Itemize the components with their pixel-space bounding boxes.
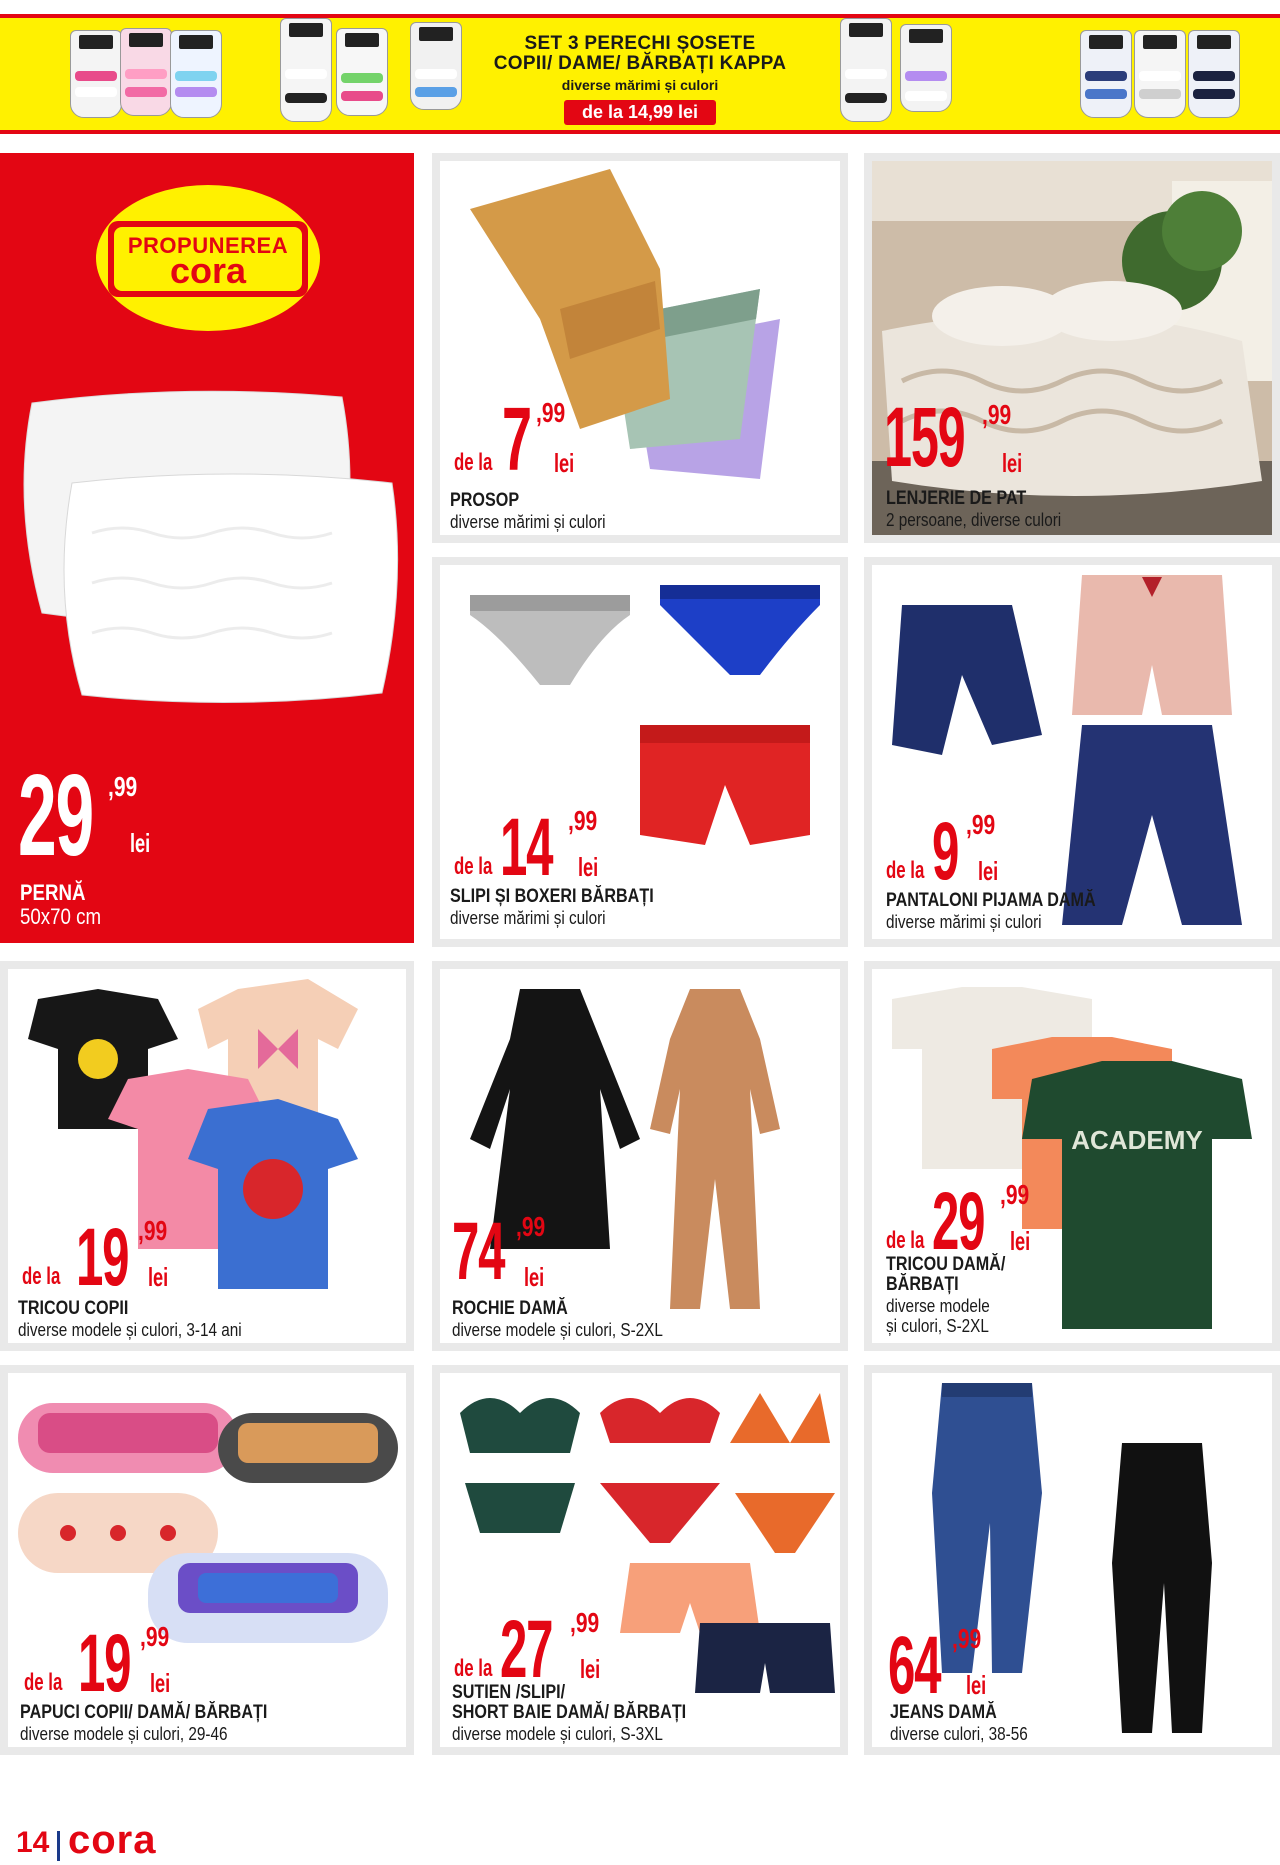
sock-pack-image [336, 28, 388, 116]
page-number: 14 [16, 1826, 50, 1859]
product-name: JEANS DAMĂ [890, 1702, 997, 1723]
product-desc: diverse culori, 38-56 [890, 1724, 1028, 1744]
price-decimals: ,99 [982, 399, 1012, 430]
price-currency: lei [578, 852, 599, 882]
price-perna [18, 750, 238, 880]
product-name: ROCHIE DAMĂ [452, 1298, 568, 1319]
price-decimals: ,99 [108, 771, 138, 802]
price-currency: lei [150, 1668, 171, 1698]
price-prefix: de la [24, 1669, 63, 1696]
price-currency: lei [580, 1654, 601, 1684]
sock-pack-image [1188, 30, 1240, 118]
price-decimals: ,99 [952, 1623, 982, 1654]
price-currency: lei [1010, 1226, 1031, 1256]
product-name: PANTALONI PIJAMA DAMĂ [886, 890, 1096, 911]
banner-title-line2: COPII/ DAME/ BĂRBAȚI KAPPA [493, 53, 787, 74]
sock-pack-image [280, 18, 332, 122]
price-pijama [882, 806, 1062, 897]
price-lenjerie [884, 390, 1084, 484]
banner-subtitle: diverse mărimi și culori [561, 77, 719, 93]
sock-pack-image [120, 28, 172, 116]
product-card-slipi[interactable] [432, 557, 848, 947]
price-currency: lei [1002, 448, 1023, 478]
price-currency: lei [966, 1670, 987, 1700]
price-integer: 29 [18, 750, 94, 880]
price-jeans [888, 1620, 1088, 1711]
price-integer: 19 [78, 1618, 131, 1709]
price-rochie [452, 1206, 652, 1297]
product-desc: diverse mărimi și culori [450, 512, 606, 532]
price-integer: 14 [500, 802, 553, 893]
product-card-lenjerie[interactable] [864, 153, 1280, 543]
product-desc-line1: diverse modele [886, 1296, 990, 1316]
price-tricou-copii [18, 1212, 218, 1303]
product-name: TRICOU COPII [18, 1298, 129, 1319]
product-card-prosop[interactable] [432, 153, 848, 543]
product-name: PROSOP [450, 490, 520, 511]
price-currency: lei [554, 448, 575, 478]
sock-pack-image [1134, 30, 1186, 118]
product-name-line1: SUTIEN /SLIPI/ [452, 1682, 566, 1703]
price-integer: 159 [884, 390, 965, 484]
price-currency: lei [148, 1262, 169, 1292]
price-currency: lei [524, 1262, 545, 1292]
product-card-jeans[interactable] [864, 1365, 1280, 1755]
propunerea-cora-badge [94, 183, 322, 333]
price-prefix: de la [886, 857, 925, 884]
sock-pack-image [410, 22, 462, 110]
product-desc: diverse modele și culori, S-2XL [452, 1320, 663, 1340]
sock-pack-image [170, 30, 222, 118]
product-card-costum-baie[interactable] [432, 1365, 848, 1755]
product-card-perna[interactable] [0, 153, 414, 943]
price-integer: 9 [932, 806, 959, 897]
price-integer: 64 [888, 1620, 941, 1711]
price-prefix: de la [454, 449, 493, 476]
price-slipi [450, 802, 650, 893]
pillows-image [12, 383, 412, 713]
price-decimals: ,99 [138, 1215, 168, 1246]
product-desc: 50x70 cm [20, 904, 102, 929]
product-desc: diverse mărimi și culori [886, 912, 1042, 932]
sock-pack-image [900, 24, 952, 112]
product-name-line1: TRICOU DAMĂ/ [886, 1254, 1006, 1275]
price-decimals: ,99 [570, 1607, 600, 1638]
price-prefix: de la [886, 1227, 925, 1254]
product-name: PAPUCI COPII/ DAMĂ/ BĂRBAȚI [20, 1702, 268, 1723]
badge-line2: cora [169, 250, 247, 291]
price-decimals: ,99 [1000, 1179, 1030, 1210]
price-decimals: ,99 [568, 805, 598, 836]
product-card-tricou-copii[interactable] [0, 961, 414, 1351]
price-prosop [450, 390, 630, 490]
badge-line1: PROPUNEREA [127, 233, 289, 258]
product-card-rochie[interactable] [432, 961, 848, 1351]
product-desc: diverse mărimi și culori [450, 908, 606, 928]
banner-price: de la 14,99 lei [564, 100, 716, 125]
product-card-pijama[interactable] [864, 557, 1280, 947]
price-papuci [20, 1618, 220, 1709]
product-name-line2: SHORT BAIE DAMĂ/ BĂRBAȚI [452, 1702, 687, 1723]
product-desc: diverse modele și culori, 29-46 [20, 1724, 228, 1744]
product-desc: diverse modele și culori, 3-14 ani [18, 1320, 242, 1340]
price-currency: lei [978, 856, 999, 886]
price-integer: 19 [76, 1212, 129, 1303]
banner-title-line1: SET 3 PERECHI ȘOSETE [524, 33, 756, 54]
price-currency: lei [130, 828, 151, 858]
banner-text [470, 34, 810, 125]
product-card-tricou-adult[interactable] [864, 961, 1280, 1351]
price-integer: 27 [500, 1604, 553, 1695]
product-desc: diverse modele și culori, S-3XL [452, 1724, 663, 1744]
product-desc: 2 persoane, diverse culori [886, 510, 1062, 530]
product-desc-line2: și culori, S-2XL [886, 1316, 989, 1336]
price-decimals: ,99 [536, 397, 566, 428]
product-name: LENJERIE DE PAT [886, 488, 1027, 509]
price-prefix: de la [454, 853, 493, 880]
shirt-print-text: ACADEMY [1071, 1125, 1203, 1155]
product-name-line2: BĂRBAȚI [886, 1274, 959, 1295]
product-name: PERNĂ [20, 880, 86, 905]
price-integer: 74 [452, 1206, 505, 1297]
product-name: SLIPI ȘI BOXERI BĂRBAȚI [450, 886, 654, 907]
sock-pack-image [840, 18, 892, 122]
cora-logo: cora [68, 1818, 157, 1862]
sock-pack-image [70, 30, 122, 118]
price-prefix: de la [454, 1655, 493, 1682]
price-prefix: de la [22, 1263, 61, 1290]
price-decimals: ,99 [140, 1621, 170, 1652]
sock-pack-image [1080, 30, 1132, 118]
kappa-socks-banner [0, 14, 1280, 134]
price-integer: 29 [932, 1176, 985, 1267]
price-integer: 7 [502, 390, 531, 490]
price-decimals: ,99 [966, 809, 996, 840]
price-decimals: ,99 [516, 1211, 546, 1242]
product-card-papuci[interactable] [0, 1365, 414, 1755]
footer-divider [57, 1831, 60, 1861]
